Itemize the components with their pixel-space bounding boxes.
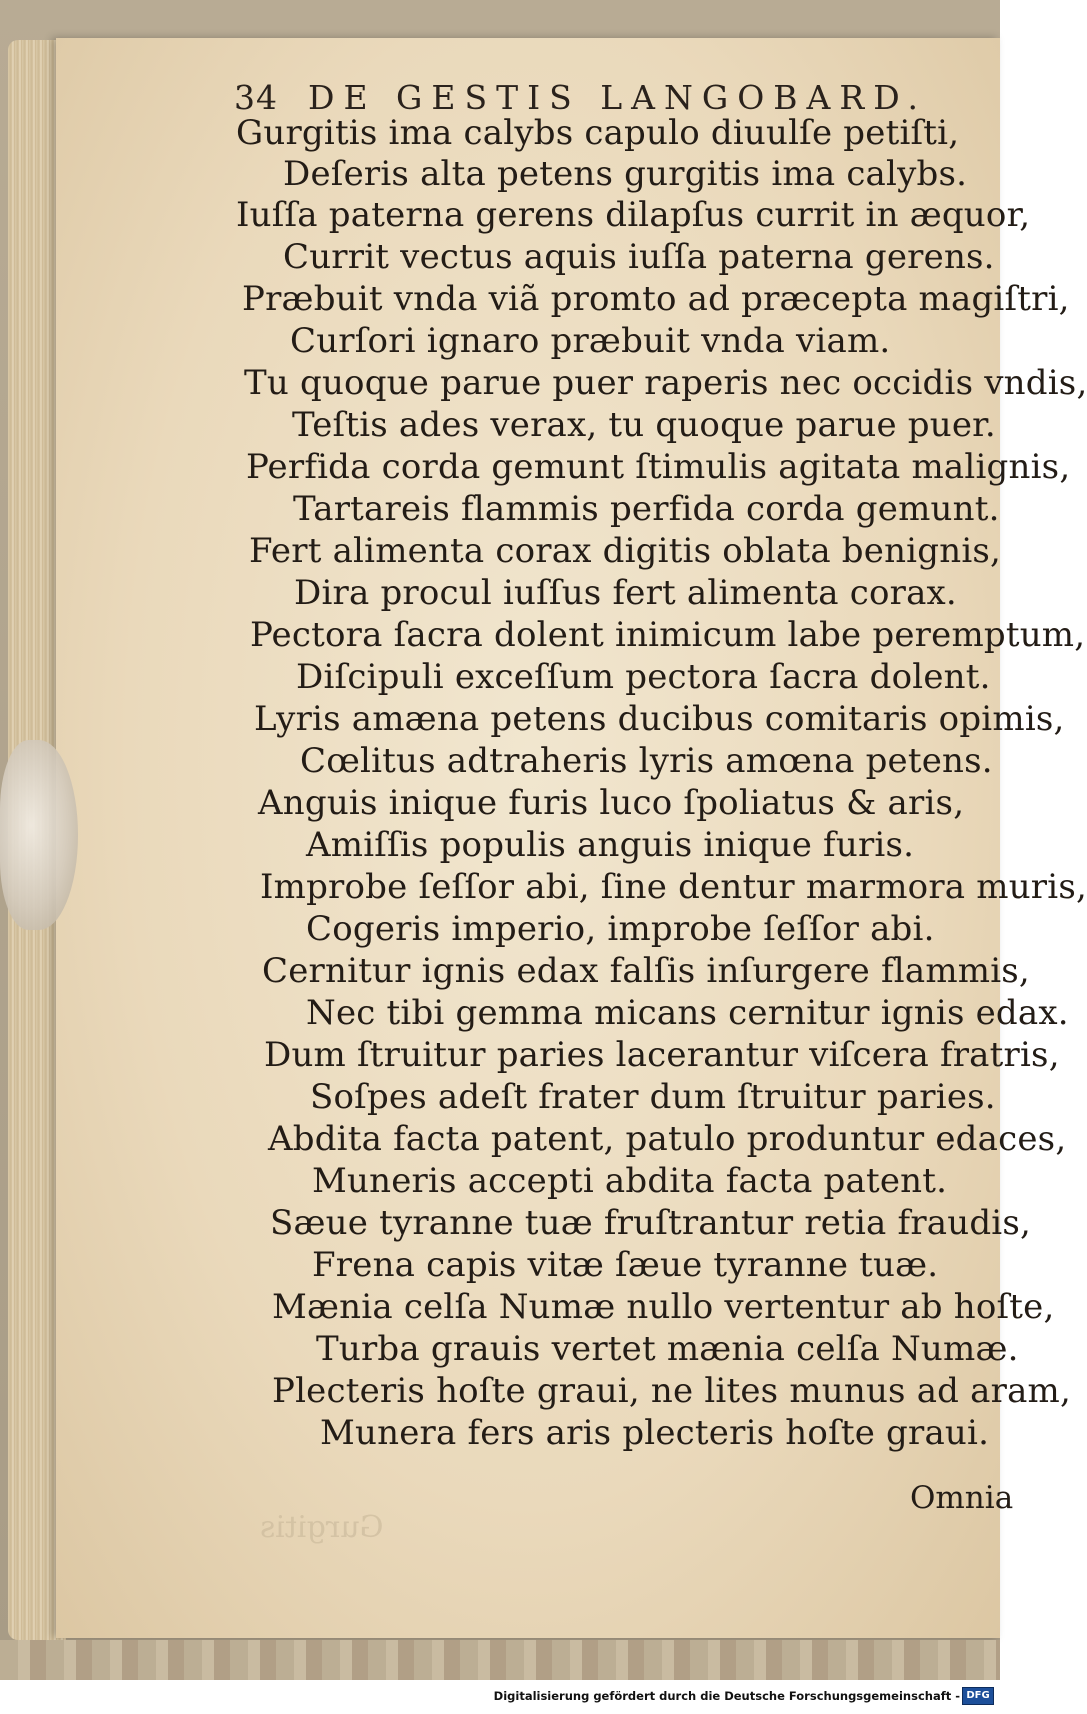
running-title: DE GESTIS LANGOBARD. [308, 78, 927, 117]
verse-line: Tu quoque parue puer raperis nec occidis vndis, [244, 363, 1087, 403]
verse-line: Plecteris hoſte graui, ne lites munus ad aram, [272, 1371, 1071, 1411]
verse-line: Amiſſis populis anguis inique furis. [306, 825, 915, 865]
verse-line: Frena capis vitæ ſæue tyranne tuæ. [312, 1245, 939, 1285]
verse-line: Tartareis flammis perfida corda gemunt. [293, 489, 1000, 529]
verse-line: Mænia celſa Numæ nullo vertentur ab hoſte, [272, 1287, 1055, 1327]
verse-line: Dum ſtruitur paries lacerantur viſcera fratris, [264, 1035, 1060, 1075]
verse-line: Turba grauis vertet mænia celſa Numæ. [316, 1329, 1019, 1369]
verse-line: Anguis inique furis luco ſpoliatus & aris, [258, 783, 965, 823]
verse-line: Teſtis ades verax, tu quoque parue puer. [292, 405, 996, 445]
verse-line: Cogeris imperio, improbe ſeſſor abi. [306, 909, 935, 949]
verse-line: Pectora ſacra dolent inimicum labe peremptum, [250, 615, 1086, 655]
dfg-logo: DFG [962, 1687, 994, 1705]
verse-line: Iuſſa paterna gerens dilapſus currit in æquor, [236, 195, 1031, 235]
verse-line: Muneris accepti abdita facta patent. [312, 1161, 948, 1201]
funding-credit: Digitalisierung gefördert durch die Deutsche Forschungsgemeinschaft - [493, 1689, 960, 1703]
verse-line: Cœlitus adtraheris lyris amœna petens. [300, 741, 993, 781]
verse-line: Soſpes adeſt frater dum ſtruitur paries. [310, 1077, 996, 1117]
verse-line: Fert alimenta corax digitis oblata benignis, [249, 531, 1002, 571]
verse-line: Curſori ignaro præbuit vnda viam. [290, 321, 891, 361]
verse-line: Gurgitis ima calybs capulo diuulſe petiſti, [236, 113, 960, 153]
page-number: 34 [234, 78, 278, 117]
verse-line: Improbe ſeſſor abi, ſine dentur marmora muris, [260, 867, 1087, 907]
verse-line: Diſcipuli exceſſum pectora ſacra dolent. [296, 657, 991, 697]
binding-edge [0, 1640, 1000, 1680]
verse-line: Perfida corda gemunt ſtimulis agitata malignis, [246, 447, 1071, 487]
verse-line: Lyris amæna petens ducibus comitaris opimis, [254, 699, 1065, 739]
verse-line: Currit vectus aquis iuſſa paterna gerens. [283, 237, 995, 277]
verse-line: Deſeris alta petens gurgitis ima calybs. [283, 154, 968, 194]
verse-line: Dira procul iuſſus fert alimenta corax. [294, 573, 957, 613]
verse-line: Cernitur ignis edax falſis inſurgere flammis, [262, 951, 1030, 991]
bleed-through-text: Gurgitis [260, 1510, 384, 1545]
catchword: Omnia [910, 1480, 1014, 1516]
verse-line: Munera fers aris plecteris hoſte graui. [320, 1413, 990, 1453]
verse-line: Sæue tyranne tuæ fruſtrantur retia fraudis, [270, 1203, 1032, 1243]
verse-line: Nec tibi gemma micans cernitur ignis edax. [306, 993, 1069, 1033]
digitization-footer [0, 1680, 1000, 1714]
verse-line: Abdita facta patent, patulo produntur edaces, [268, 1119, 1067, 1159]
verse-line: Præbuit vnda viã promto ad præcepta magiſtri, [242, 279, 1070, 319]
